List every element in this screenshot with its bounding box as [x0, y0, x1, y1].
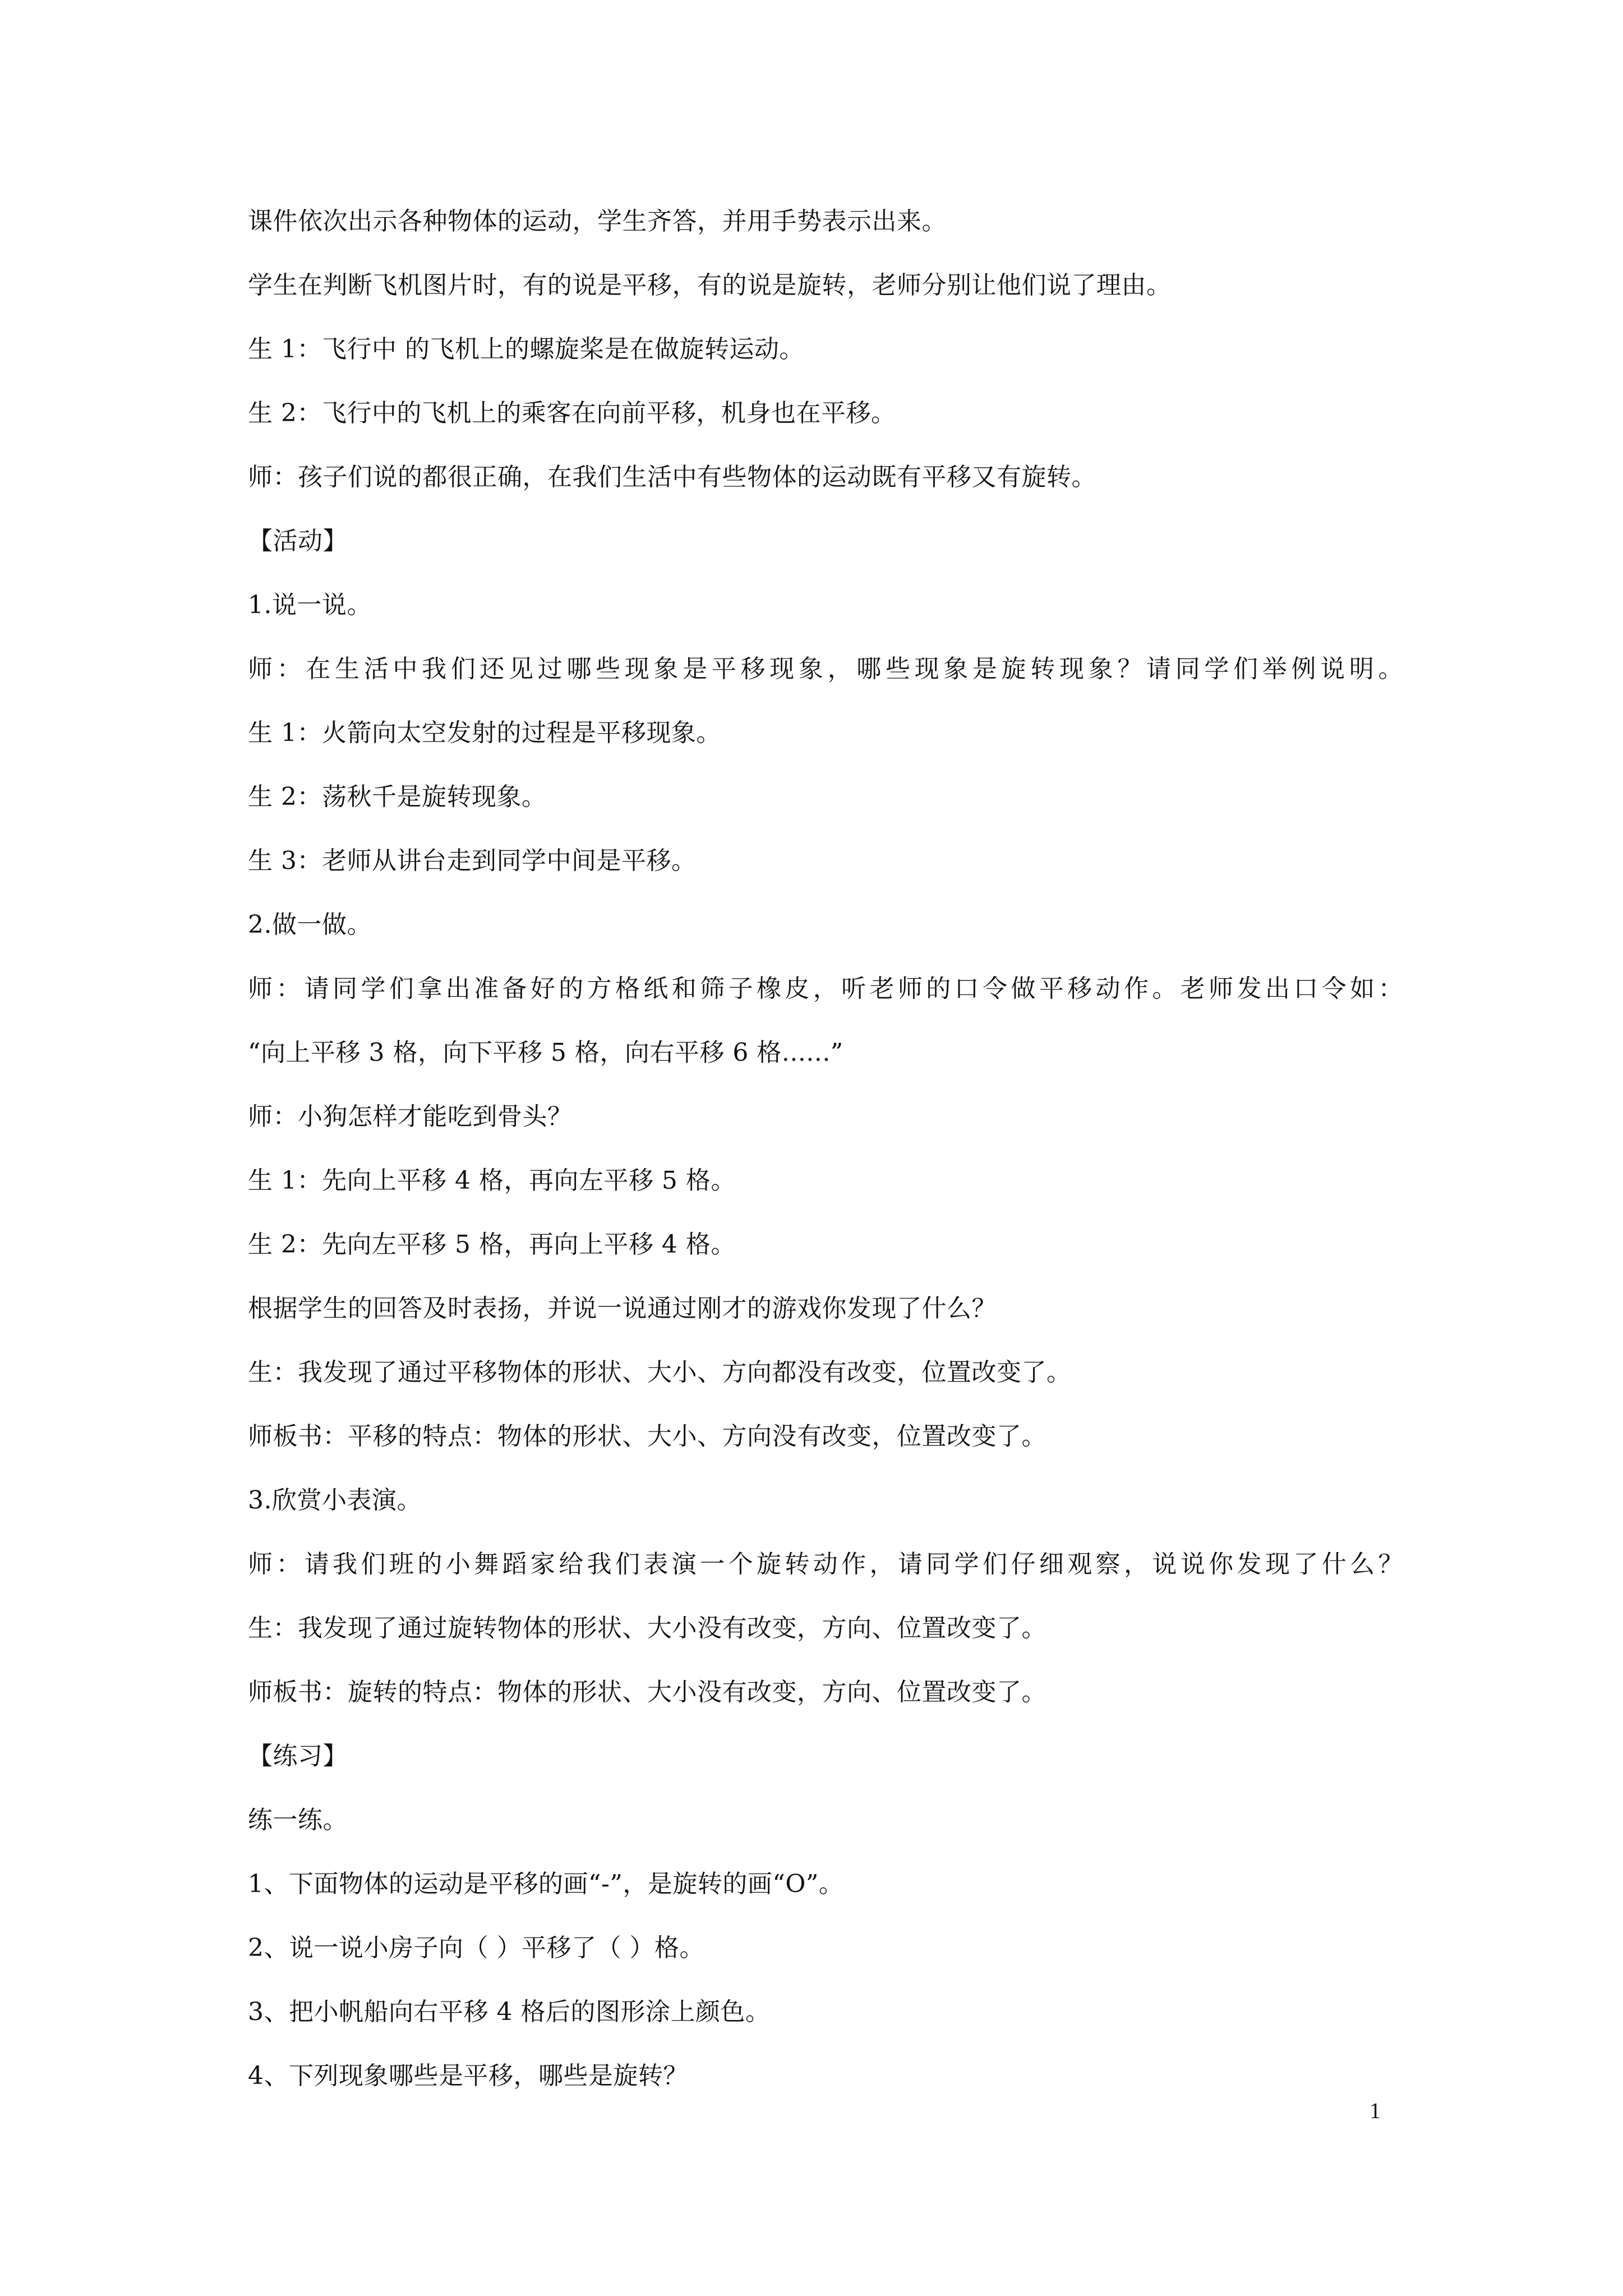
paragraph-line: 生 2：飞行中的飞机上的乘客在向前平移，机身也在平移。 — [248, 399, 896, 427]
paragraph-line: 生 3：老师从讲台走到同学中间是平移。 — [248, 846, 697, 875]
document-body — [248, 205, 1403, 2124]
paragraph-line: 师：孩子们说的都很正确，在我们生活中有些物体的运动既有平移又有旋转。 — [248, 463, 1096, 491]
paragraph-line: 学生在判断飞机图片时，有的说是平移，有的说是旋转，老师分别让他们说了理由。 — [248, 271, 1172, 300]
paragraph-line: 课件依次出示各种物体的运动，学生齐答，并用手势表示出来。 — [248, 207, 947, 236]
paragraph-line: 练一练。 — [248, 1806, 348, 1834]
paragraph-line: 生：我发现了通过旋转物体的形状、大小没有改变，方向、位置改变了。 — [248, 1614, 1046, 1642]
paragraph-line: 师：请我们班的小舞蹈家给我们表演一个旋转动作，请同学们仔细观察，说说你发现了什么？ — [248, 1550, 1403, 1579]
paragraph-line: 生 1：飞行中 的飞机上的螺旋桨是在做旋转运动。 — [248, 335, 804, 364]
paragraph-line: 生 1：火箭向太空发射的过程是平移现象。 — [248, 719, 721, 747]
paragraph-line: 根据学生的回答及时表扬，并说一说通过刚才的游戏你发现了什么？ — [248, 1294, 997, 1323]
paragraph-line: 师板书：平移的特点：物体的形状、大小、方向没有改变，位置改变了。 — [248, 1422, 1046, 1451]
paragraph-line: 生 2：荡秋千是旋转现象。 — [248, 783, 547, 811]
section-heading: 【练习】 — [248, 1742, 348, 1770]
paragraph-line: 生：我发现了通过平移物体的形状、大小、方向都没有改变，位置改变了。 — [248, 1358, 1072, 1387]
paragraph-line: 师：在生活中我们还见过哪些现象是平移现象，哪些现象是旋转现象？请同学们举例说明。 — [248, 655, 1403, 683]
paragraph-line: “向上平移 3 格，向下平移 5 格，向右平移 6 格......” — [248, 1038, 843, 1067]
paragraph-line: 师：小狗怎样才能吃到骨头？ — [248, 1102, 573, 1131]
exercise-item: 1、下面物体的运动是平移的画“-”，是旋转的画“O”。 — [248, 1870, 844, 1898]
paragraph-line: 生 1：先向上平移 4 格，再向左平移 5 格。 — [248, 1166, 736, 1195]
section-heading: 【活动】 — [248, 527, 348, 555]
subsection-heading: 2.做一做。 — [248, 910, 372, 939]
paragraph-line: 生 2：先向左平移 5 格，再向上平移 4 格。 — [248, 1230, 736, 1259]
paragraph-line: 师：请同学们拿出准备好的方格纸和筛子橡皮，听老师的口令做平移动作。老师发出口令如： — [248, 974, 1403, 1003]
exercise-item: 3、把小帆船向右平移 4 格后的图形涂上颜色。 — [248, 1998, 771, 2026]
paragraph-line: 师板书：旋转的特点：物体的形状、大小没有改变，方向、位置改变了。 — [248, 1678, 1046, 1706]
subsection-heading: 3.欣赏小表演。 — [248, 1486, 422, 1515]
exercise-item: 2、说一说小房子向（ ）平移了（ ）格。 — [248, 1934, 704, 1962]
exercise-item: 4、下列现象哪些是平移，哪些是旋转？ — [248, 2062, 688, 2090]
subsection-heading: 1.说一说。 — [248, 591, 372, 619]
page-number: 1 — [1370, 2098, 1381, 2123]
